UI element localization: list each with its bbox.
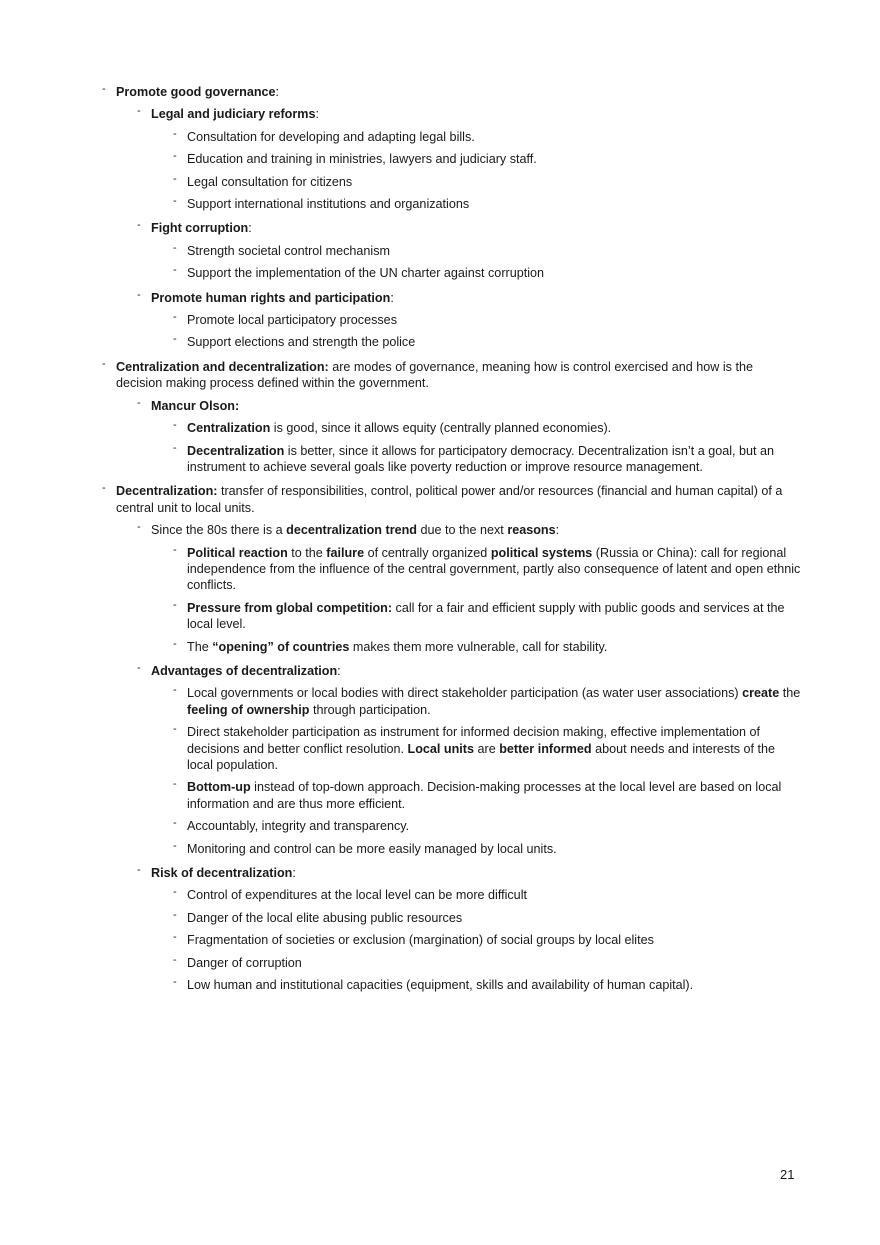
- bullet-promote-good-governance: - Promote good governance:: [102, 83, 280, 99]
- list-item: - Political reaction to the failure of centrally organized political systems (Russia or China): call for regional independence from the influence of the central government, partly also consequence of latent and open ethnic conflicts.: [173, 543, 801, 593]
- dash-bullet-icon: -: [173, 195, 177, 208]
- dash-bullet-icon: -: [137, 219, 141, 232]
- dash-bullet-icon: -: [137, 521, 141, 534]
- bullet-legal-judiciary-reforms: - Legal and judiciary reforms:: [137, 105, 319, 122]
- dash-bullet-icon: -: [173, 264, 177, 277]
- list-item: - Decentralization is better, since it allows for participatory democracy. Decentralization isn’t a goal, but an instrument to achieve several goals like poverty reduction or improve resource management.: [173, 441, 775, 474]
- list-item: - Legal consultation for citizens: [173, 172, 353, 189]
- bullet-advantages-decentralization: - Advantages of decentralization:: [137, 661, 341, 678]
- bullet-decentralization-definition: - Decentralization: transfer of responsibilities, control, political power and/or resources (financial and human capital) of a central unit to local units.: [102, 482, 783, 515]
- list-item: - Support the implementation of the UN charter against corruption: [173, 264, 545, 281]
- dash-bullet-icon: -: [173, 333, 177, 346]
- dash-bullet-icon: -: [173, 172, 177, 185]
- dash-bullet-icon: -: [102, 83, 106, 95]
- dash-bullet-icon: -: [137, 105, 141, 118]
- list-item: - Strength societal control mechanism: [173, 241, 390, 258]
- page-number: 21: [780, 1167, 795, 1182]
- list-item: - Accountably, integrity and transparency.: [173, 817, 410, 834]
- dash-bullet-icon: -: [102, 482, 106, 495]
- dash-bullet-icon: -: [173, 419, 177, 432]
- dash-bullet-icon: -: [173, 839, 177, 852]
- list-item: - The “opening” of countries makes them more vulnerable, call for stability.: [173, 637, 608, 654]
- list-item: - Direct stakeholder participation as instrument for informed decision making, effective implementation of decisions and better conflict resolution. Local units are better informed about needs and interests of the local population.: [173, 723, 776, 772]
- list-item: - Monitoring and control can be more easily managed by local units.: [173, 839, 557, 856]
- dash-bullet-icon: -: [173, 817, 177, 830]
- dash-bullet-icon: -: [173, 684, 177, 697]
- list-item: - Promote local participatory processes: [173, 311, 397, 328]
- dash-bullet-icon: -: [137, 288, 141, 301]
- dash-bullet-icon: -: [173, 441, 177, 454]
- bullet-mancur-olson: - Mancur Olson:: [137, 396, 240, 413]
- dash-bullet-icon: -: [173, 953, 177, 966]
- list-item: - Danger of the local elite abusing public resources: [173, 908, 463, 925]
- dash-bullet-icon: -: [102, 357, 106, 370]
- dash-bullet-icon: -: [173, 778, 177, 791]
- document-content: [102, 84, 802, 993]
- list-item: - Consultation for developing and adapting legal bills.: [173, 127, 475, 144]
- dash-bullet-icon: -: [173, 723, 177, 736]
- dash-bullet-icon: -: [173, 598, 177, 611]
- list-item: - Bottom-up instead of top-down approach. Decision-making processes at the local level are based on local information and are thus more efficient.: [173, 778, 782, 811]
- bullet-decentralization-trend: - Since the 80s there is a decentralization trend due to the next reasons:: [137, 521, 560, 538]
- list-item: - Low human and institutional capacities (equipment, skills and availability of human capital).: [173, 976, 694, 993]
- list-item: - Control of expenditures at the local level can be more difficult: [173, 886, 527, 903]
- dash-bullet-icon: -: [173, 311, 177, 324]
- dash-bullet-icon: -: [173, 543, 177, 556]
- dash-bullet-icon: -: [173, 241, 177, 254]
- list-item: - Fragmentation of societies or exclusion (margination) of social groups by local elites: [173, 931, 654, 948]
- list-item: - Pressure from global competition: call for a fair and efficient supply with public goods and services at the local level.: [173, 598, 785, 632]
- dash-bullet-icon: -: [137, 864, 141, 877]
- heading-text: Promote good governance: [116, 85, 276, 99]
- list-item: - Local governments or local bodies with direct stakeholder participation (as water user associations) create the feeling of ownership through participation.: [173, 684, 801, 717]
- bullet-promote-human-rights: - Promote human rights and participation:: [137, 288, 394, 305]
- bullet-risk-decentralization: - Risk of decentralization:: [137, 864, 296, 881]
- bullet-fight-corruption: - Fight corruption:: [137, 219, 252, 236]
- list-item: - Support international institutions and organizations: [173, 195, 470, 212]
- list-item: - Support elections and strength the police: [173, 333, 416, 350]
- dash-bullet-icon: -: [173, 150, 177, 163]
- bullet-centralization-decentralization: - Centralization and decentralization: are modes of governance, meaning how is control exercised and how is the decision making process defined within the government.: [102, 357, 753, 391]
- dash-bullet-icon: -: [173, 886, 177, 899]
- list-item: - Education and training in ministries, lawyers and judiciary staff.: [173, 150, 537, 167]
- dash-bullet-icon: -: [173, 908, 177, 921]
- dash-bullet-icon: -: [173, 976, 177, 989]
- list-item: - Centralization is good, since it allows equity (centrally planned economies).: [173, 419, 612, 436]
- dash-bullet-icon: -: [173, 931, 177, 944]
- dash-bullet-icon: -: [137, 396, 141, 409]
- dash-bullet-icon: -: [173, 127, 177, 140]
- dash-bullet-icon: -: [173, 637, 177, 650]
- list-item: - Danger of corruption: [173, 953, 302, 970]
- dash-bullet-icon: -: [137, 661, 141, 674]
